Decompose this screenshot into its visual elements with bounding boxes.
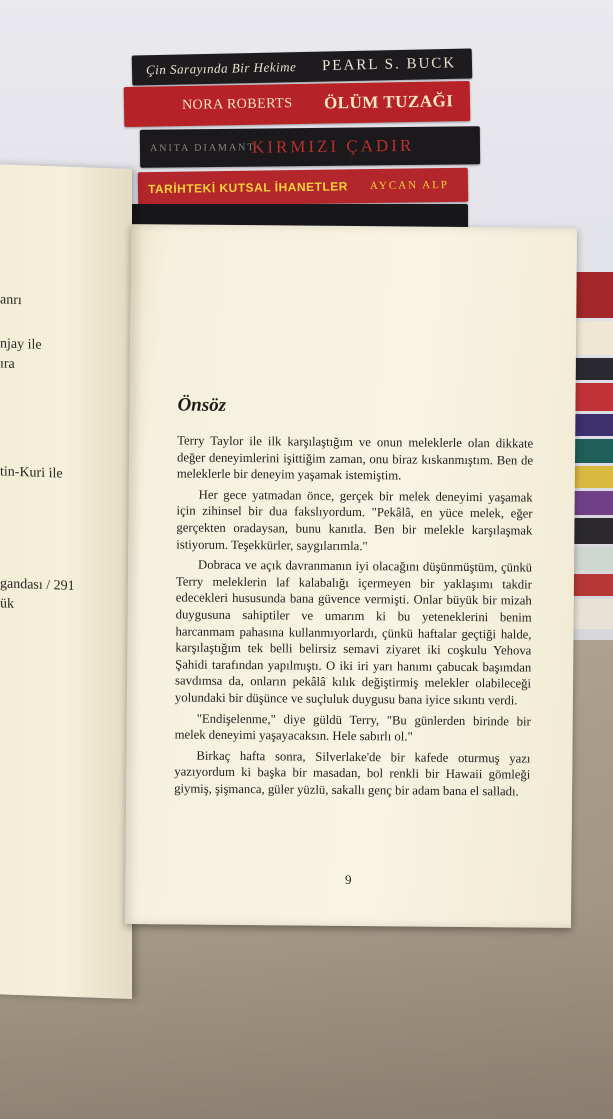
page-number: 9	[345, 871, 352, 888]
page-content	[174, 394, 534, 804]
left-page-line: njay ile	[0, 336, 42, 353]
left-page-line: ük	[0, 596, 14, 612]
left-page-line: gandası / 291	[0, 576, 75, 595]
left-page-line: anrı	[0, 292, 22, 309]
book-author: NORA ROBERTS	[181, 96, 293, 114]
book-title: Çin Sarayında Bir Hekime	[145, 59, 297, 78]
book-spine	[140, 126, 480, 168]
book-spine	[138, 168, 468, 207]
book-author: PEARL S. BUCK	[321, 55, 457, 75]
left-page-line: tin-Kuri ile	[0, 464, 63, 482]
book-author: ANITA DIAMANT	[149, 142, 256, 155]
left-page	[0, 163, 132, 999]
book-spine	[132, 48, 473, 85]
left-page-line: ıra	[0, 356, 15, 372]
book-spine	[124, 81, 471, 127]
book-page	[125, 224, 577, 928]
page-heading: Önsöz	[177, 394, 227, 416]
paragraph: Birkaç hafta sonra, Silverlake'de bir kafede oturmuş yazı yazıyordum ki başka bir masadan, bol renkli bir Hawaii gömleği giymiş, şişmanca, güler yüzlü, sakallı genç bir adam bana el salladı.	[174, 748, 531, 799]
book-title: ÖLÜM TUZAĞI	[323, 91, 454, 113]
paragraph: Her gece yatmadan önce, gerçek bir melek deneyimi yaşamak için zihinsel bir dua fakslıyordum. "Pekâlâ, en yüce melek, eğer gerçekten oradaysan, bunu kanıtla. Ben bir melekle karşılaşmak istiyorum. Teşekkürler, saygılarımla."	[176, 487, 533, 553]
paragraph: Terry Taylor ile ilk karşılaştığım ve onun meleklerle olan dikkate değer deneyimlerini işittiğim zaman, onu biraz kıskanmıştım. Ben de meleklerle bir deneyim yaşamak istemiştim.	[176, 433, 534, 483]
paragraph: "Endişelenme," diye güldü Terry, "Bu günlerden birinde bir melek deneyimi yaşayacaksın. Hele sabırlı ol."	[174, 711, 531, 744]
book-author: AYCAN ALP	[369, 178, 450, 193]
paragraph: Dobraca ve açık davranmanın iyi olacağını düşünmüştüm, çünkü Terry meleklerin laf kalabalığı içermeyen bir yaklaşımı takdir edecekleri hususunda bana güvence vermişti. Onlar büyük bir mizah duygusuna sahiptiler ve umarım ki bu yeteneklerini benim harcanmam pahasına kullanmıyorlardı, çünkü haftalar geçtiği halde, karşılaştığım tek belli belirsiz semavi ziyaret iki coşkulu Yehova Şahidi tarafından yapılmıştı. O iki iri yarı hanımı çabucak başımdan savdımsa da, onların pekâlâ kılık değiştirmiş melekler olabileceği yolundaki bir düşünce ve suçluluk duygusu bana iyice sıkıntı verdi.	[174, 557, 533, 708]
book-title: TARİHTEKİ KUTSAL İHANETLER	[147, 179, 348, 197]
book-title: KIRMIZI ÇADIR	[251, 135, 415, 157]
